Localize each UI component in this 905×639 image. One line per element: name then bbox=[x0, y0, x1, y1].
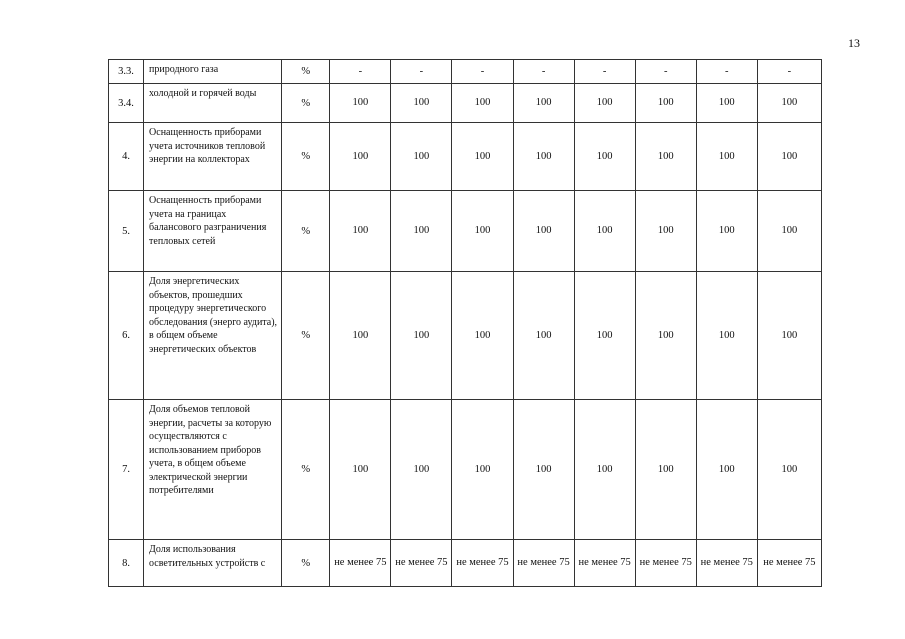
indicator-name: Оснащенность приборами учета источников тепловой энергии на коллекторах bbox=[144, 123, 282, 191]
value-cell: 100 bbox=[757, 123, 821, 191]
value-cell: 100 bbox=[391, 84, 452, 123]
value-cell: 100 bbox=[635, 272, 696, 400]
value-cell: не менее 75 bbox=[513, 540, 574, 587]
indicators-table bbox=[108, 59, 822, 587]
value-cell: 100 bbox=[330, 123, 391, 191]
value-cell: 100 bbox=[635, 400, 696, 540]
value-cell: - bbox=[513, 60, 574, 84]
table-row bbox=[109, 60, 822, 84]
value-cell: 100 bbox=[696, 191, 757, 272]
value-cell: 100 bbox=[330, 84, 391, 123]
value-cell: 100 bbox=[574, 84, 635, 123]
value-cell: 100 bbox=[574, 191, 635, 272]
unit: % bbox=[282, 123, 330, 191]
value-cell: 100 bbox=[330, 400, 391, 540]
unit: % bbox=[282, 540, 330, 587]
table-row bbox=[109, 123, 822, 191]
row-number: 8. bbox=[109, 540, 144, 587]
value-cell: 100 bbox=[513, 400, 574, 540]
value-cell: - bbox=[574, 60, 635, 84]
table-row bbox=[109, 540, 822, 587]
table-row bbox=[109, 272, 822, 400]
row-number: 4. bbox=[109, 123, 144, 191]
row-number: 6. bbox=[109, 272, 144, 400]
value-cell: 100 bbox=[696, 123, 757, 191]
row-number: 3.4. bbox=[109, 84, 144, 123]
value-cell: 100 bbox=[452, 84, 513, 123]
value-cell: 100 bbox=[391, 400, 452, 540]
value-cell: не менее 75 bbox=[574, 540, 635, 587]
value-cell: 100 bbox=[574, 400, 635, 540]
value-cell: - bbox=[635, 60, 696, 84]
value-cell: 100 bbox=[513, 123, 574, 191]
value-cell: не менее 75 bbox=[757, 540, 821, 587]
row-number: 3.3. bbox=[109, 60, 144, 84]
value-cell: 100 bbox=[574, 272, 635, 400]
value-cell: 100 bbox=[757, 272, 821, 400]
value-cell: 100 bbox=[452, 400, 513, 540]
value-cell: не менее 75 bbox=[635, 540, 696, 587]
value-cell: 100 bbox=[452, 191, 513, 272]
unit: % bbox=[282, 272, 330, 400]
value-cell: не менее 75 bbox=[391, 540, 452, 587]
table-body bbox=[109, 60, 822, 587]
value-cell: 100 bbox=[513, 84, 574, 123]
indicator-name: природного газа bbox=[144, 60, 282, 84]
value-cell: 100 bbox=[330, 191, 391, 272]
value-cell: 100 bbox=[696, 84, 757, 123]
unit: % bbox=[282, 84, 330, 123]
table-row bbox=[109, 400, 822, 540]
value-cell: - bbox=[330, 60, 391, 84]
page-number: 13 bbox=[848, 36, 860, 50]
value-cell: 100 bbox=[391, 272, 452, 400]
value-cell: не менее 75 bbox=[330, 540, 391, 587]
value-cell: 100 bbox=[757, 400, 821, 540]
unit: % bbox=[282, 400, 330, 540]
value-cell: - bbox=[452, 60, 513, 84]
value-cell: 100 bbox=[757, 84, 821, 123]
value-cell: - bbox=[696, 60, 757, 84]
value-cell: 100 bbox=[574, 123, 635, 191]
value-cell: 100 bbox=[757, 191, 821, 272]
table-row bbox=[109, 191, 822, 272]
value-cell: 100 bbox=[635, 191, 696, 272]
value-cell: 100 bbox=[452, 123, 513, 191]
value-cell: 100 bbox=[452, 272, 513, 400]
row-number: 5. bbox=[109, 191, 144, 272]
value-cell: 100 bbox=[391, 191, 452, 272]
value-cell: - bbox=[757, 60, 821, 84]
value-cell: 100 bbox=[513, 272, 574, 400]
value-cell: 100 bbox=[391, 123, 452, 191]
value-cell: 100 bbox=[696, 272, 757, 400]
row-number: 7. bbox=[109, 400, 144, 540]
value-cell: не менее 75 bbox=[452, 540, 513, 587]
value-cell: 100 bbox=[635, 123, 696, 191]
value-cell: 100 bbox=[513, 191, 574, 272]
value-cell: не менее 75 bbox=[696, 540, 757, 587]
indicator-name: Оснащенность приборами учета на границах балансового разграничения тепловых сетей bbox=[144, 191, 282, 272]
value-cell: 100 bbox=[696, 400, 757, 540]
value-cell: 100 bbox=[330, 272, 391, 400]
value-cell: - bbox=[391, 60, 452, 84]
value-cell: 100 bbox=[635, 84, 696, 123]
indicator-name: Доля энергетических объектов, прошедших процедуру энергетического обследования (энерго аудита), в общем объеме энергетических объектов bbox=[144, 272, 282, 400]
indicator-name: Доля использования осветительных устройств с bbox=[144, 540, 282, 587]
indicator-name: Доля объемов тепловой энергии, расчеты за которую осуществляются с использованием приборов учета, в общем объеме электрической энергии потребителями bbox=[144, 400, 282, 540]
indicator-name: холодной и горячей воды bbox=[144, 84, 282, 123]
unit: % bbox=[282, 60, 330, 84]
unit: % bbox=[282, 191, 330, 272]
table-row bbox=[109, 84, 822, 123]
